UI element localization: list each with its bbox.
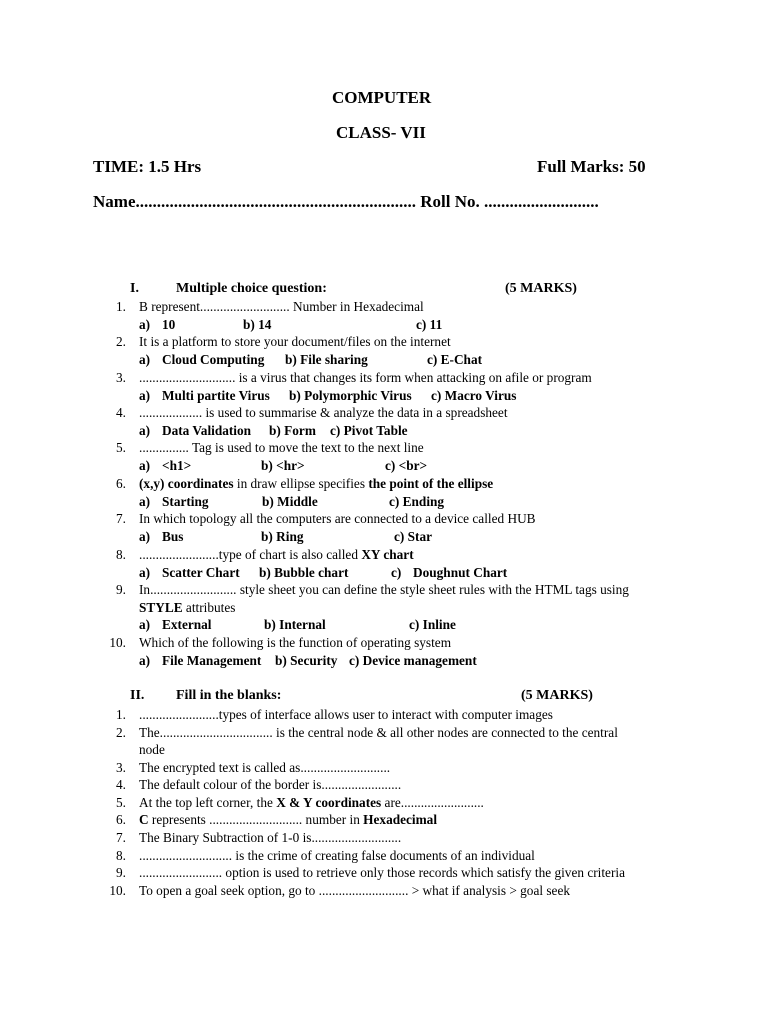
option-c: c) Star [394, 529, 433, 544]
option-b: b) Polymorphic Virus [289, 388, 412, 403]
question-bold-part: X & Y coordinates [276, 795, 382, 810]
option-a: File Management [162, 653, 262, 668]
option-c: c) Inline [409, 617, 456, 632]
q-number: 10. [109, 883, 126, 898]
q-number: 8. [116, 547, 126, 562]
q-number: 1. [116, 707, 126, 722]
option-b: b) 14 [243, 317, 272, 332]
option-c: c) <br> [385, 458, 428, 473]
option-a-marker: a) [139, 317, 151, 332]
q-number: 9. [116, 582, 126, 597]
option-a-marker: a) [139, 653, 151, 668]
question-text [139, 794, 484, 812]
question-text: Which of the following is the function of operating system [139, 635, 452, 650]
question-text: The.................................. is the central node & all other nodes are connected to the central [139, 725, 618, 740]
option-b: b) Bubble chart [259, 565, 349, 580]
question-text: It is a platform to store your document/files on the internet [139, 334, 451, 349]
option-a-marker: a) [139, 352, 151, 367]
option-a: Starting [162, 494, 209, 509]
question-text: ......................... option is used to retrieve only those records which satisfy the given criteria [139, 865, 625, 880]
q-number: 2. [116, 334, 126, 349]
question-text: ............................. is a virus that changes its form when attacking on afile or program [139, 370, 592, 385]
option-a: Multi partite Virus [162, 388, 270, 403]
question-plain-part: represents ............................ number in [148, 812, 364, 827]
option-a: External [162, 617, 212, 632]
option-b: b) Security [275, 653, 338, 668]
option-b: b) <hr> [261, 458, 305, 473]
question-text-continued: node [139, 742, 165, 757]
option-c: c) Ending [389, 494, 445, 509]
option-b: b) Middle [262, 494, 318, 509]
question-bold-part: C [139, 812, 149, 827]
question-bold-part: STYLE [139, 600, 183, 615]
q-number: 6. [116, 812, 126, 827]
question-text [139, 811, 437, 829]
section1-title: Multiple choice question: [176, 281, 327, 296]
option-c-marker: c) [391, 565, 402, 580]
option-a: Data Validation [162, 423, 252, 438]
name-line [93, 192, 599, 212]
section2-title: Fill in the blanks: [176, 688, 282, 703]
option-a-marker: a) [139, 617, 151, 632]
option-a: Cloud Computing [162, 352, 265, 367]
option-c: c) 11 [416, 317, 443, 332]
question-text: B represent........................... Number in Hexadecimal [139, 299, 424, 314]
option-a-marker: a) [139, 565, 151, 580]
q-number: 8. [116, 848, 126, 863]
question-text: The default colour of the border is........................ [139, 777, 402, 792]
option-a-marker: a) [139, 388, 151, 403]
option-b: b) Form [269, 423, 316, 438]
section1-marks: (5 MARKS) [505, 281, 577, 296]
question-text: ............................ is the crime of creating false documents of an individual [139, 848, 535, 863]
option-b: b) Ring [261, 529, 304, 544]
question-text: ........................types of interface allows user to interact with computer images [139, 707, 553, 722]
question-text: The Binary Subtraction of 1-0 is........................... [139, 830, 402, 845]
q-number: 7. [116, 830, 126, 845]
question-text-continued [139, 599, 235, 617]
q-number: 5. [116, 440, 126, 455]
question-plain-part: are......................... [381, 795, 484, 810]
option-a-marker: a) [139, 529, 151, 544]
question-text: In.......................... style sheet you can define the style sheet rules with the HTML tags using [139, 582, 629, 597]
option-c: c) Pivot Table [330, 423, 408, 438]
section2-marks: (5 MARKS) [521, 688, 593, 703]
roll-field: Roll No. ........................... [420, 192, 599, 211]
section1-roman: I. [130, 281, 139, 296]
question-plain-part: At the top left corner, the [139, 795, 277, 810]
option-b: b) Internal [264, 617, 326, 632]
subject-title: COMPUTER [332, 88, 432, 107]
option-a-marker: a) [139, 423, 151, 438]
question-bold-part: (x,y) coordinates [139, 476, 234, 491]
q-number: 5. [116, 795, 126, 810]
q-number: 9. [116, 865, 126, 880]
q-number: 7. [116, 511, 126, 526]
question-text: The encrypted text is called as........................... [139, 760, 391, 775]
option-b: b) File sharing [285, 352, 368, 367]
name-field: Name.................................................................. [93, 192, 416, 211]
q-number: 6. [116, 476, 126, 491]
question-text: In which topology all the computers are connected to a device called HUB [139, 511, 536, 526]
option-a: <h1> [162, 458, 192, 473]
q-number: 3. [116, 760, 126, 775]
option-c: Doughnut Chart [413, 565, 508, 580]
full-marks-label: Full Marks: 50 [537, 157, 646, 176]
class-title: CLASS- VII [336, 123, 426, 142]
q-number: 4. [116, 405, 126, 420]
question-bold-part: the point of the ellipse [368, 476, 494, 491]
q-number: 3. [116, 370, 126, 385]
q-number: 1. [116, 299, 126, 314]
question-text: To open a goal seek option, go to ........................... > what if analysis > goal seek [139, 883, 570, 898]
question-text [139, 475, 493, 493]
question-bold-part: XY chart [361, 547, 414, 562]
question-middle-part: in draw ellipse specifies [233, 476, 369, 491]
option-a-marker: a) [139, 494, 151, 509]
option-a-marker: a) [139, 458, 151, 473]
question-text: ............... Tag is used to move the text to the next line [139, 440, 424, 455]
time-label: TIME: 1.5 Hrs [93, 157, 202, 176]
q-number: 4. [116, 777, 126, 792]
option-c: c) Macro Virus [431, 388, 517, 403]
question-text [139, 546, 414, 564]
option-a: Scatter Chart [162, 565, 240, 580]
option-a: 10 [162, 317, 176, 332]
section2-roman: II. [130, 688, 145, 703]
question-bold-part: Hexadecimal [363, 812, 438, 827]
option-c: c) Device management [349, 653, 477, 668]
question-text: ................... is used to summarise & analyze the data in a spreadsheet [139, 405, 508, 420]
question-plain-part: ........................type of chart is also called [139, 547, 362, 562]
q-number: 10. [109, 635, 126, 650]
option-c: c) E-Chat [427, 352, 483, 367]
option-a: Bus [162, 529, 184, 544]
q-number: 2. [116, 725, 126, 740]
question-plain-part: attributes [182, 600, 236, 615]
